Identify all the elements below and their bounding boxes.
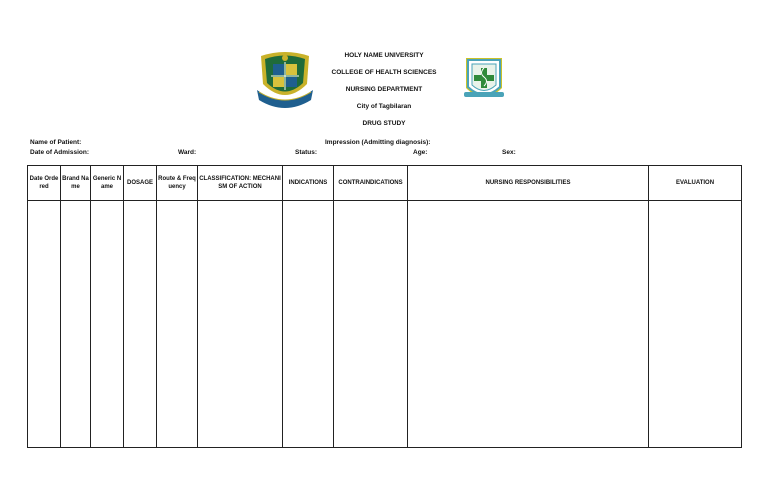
college-name: COLLEGE OF HEALTH SCIENCES (331, 69, 437, 76)
status-label: Status: (295, 149, 318, 156)
table-cell[interactable] (283, 201, 334, 448)
ward-label: Ward: (178, 149, 197, 156)
document-title: DRUG STUDY (362, 120, 406, 127)
department-name: NURSING DEPARTMENT (345, 86, 423, 93)
column-header: DOSAGE (124, 166, 157, 201)
table-cell[interactable] (198, 201, 283, 448)
column-header: Date Ordered (28, 166, 61, 201)
table-header-row (28, 166, 742, 201)
drug-study-table (27, 165, 742, 448)
column-header: Brand Name (61, 166, 91, 201)
table-cell[interactable] (649, 201, 742, 448)
table-cell[interactable] (334, 201, 408, 448)
document-header (300, 50, 468, 135)
table-row (28, 201, 742, 448)
sex-label: Sex: (502, 149, 516, 156)
impression-label: Impression (Admitting diagnosis): (325, 139, 431, 146)
column-header: Generic Name (91, 166, 124, 201)
city-name: City of Tagbilaran (356, 103, 412, 110)
column-header: EVALUATION (649, 166, 742, 201)
name-of-patient-label: Name of Patient: (30, 139, 82, 146)
table-cell[interactable] (91, 201, 124, 448)
date-of-admission-label: Date of Admission: (30, 149, 89, 156)
column-header: Route & Frequency (157, 166, 198, 201)
column-header: INDICATIONS (283, 166, 334, 201)
nursing-seal-logo (460, 54, 508, 108)
table-cell[interactable] (28, 201, 61, 448)
table-cell[interactable] (124, 201, 157, 448)
university-name: HOLY NAME UNIVERSITY (344, 52, 424, 59)
column-header: CONTRAINDICATIONS (334, 166, 408, 201)
column-header: NURSING RESPONSIBILITIES (408, 166, 649, 201)
age-label: Age: (413, 149, 428, 156)
university-seal-logo (255, 50, 315, 112)
column-header: CLASSIFICATION: MECHANISM OF ACTION (198, 166, 283, 201)
table-cell[interactable] (61, 201, 91, 448)
table-cell[interactable] (408, 201, 649, 448)
table-cell[interactable] (157, 201, 198, 448)
